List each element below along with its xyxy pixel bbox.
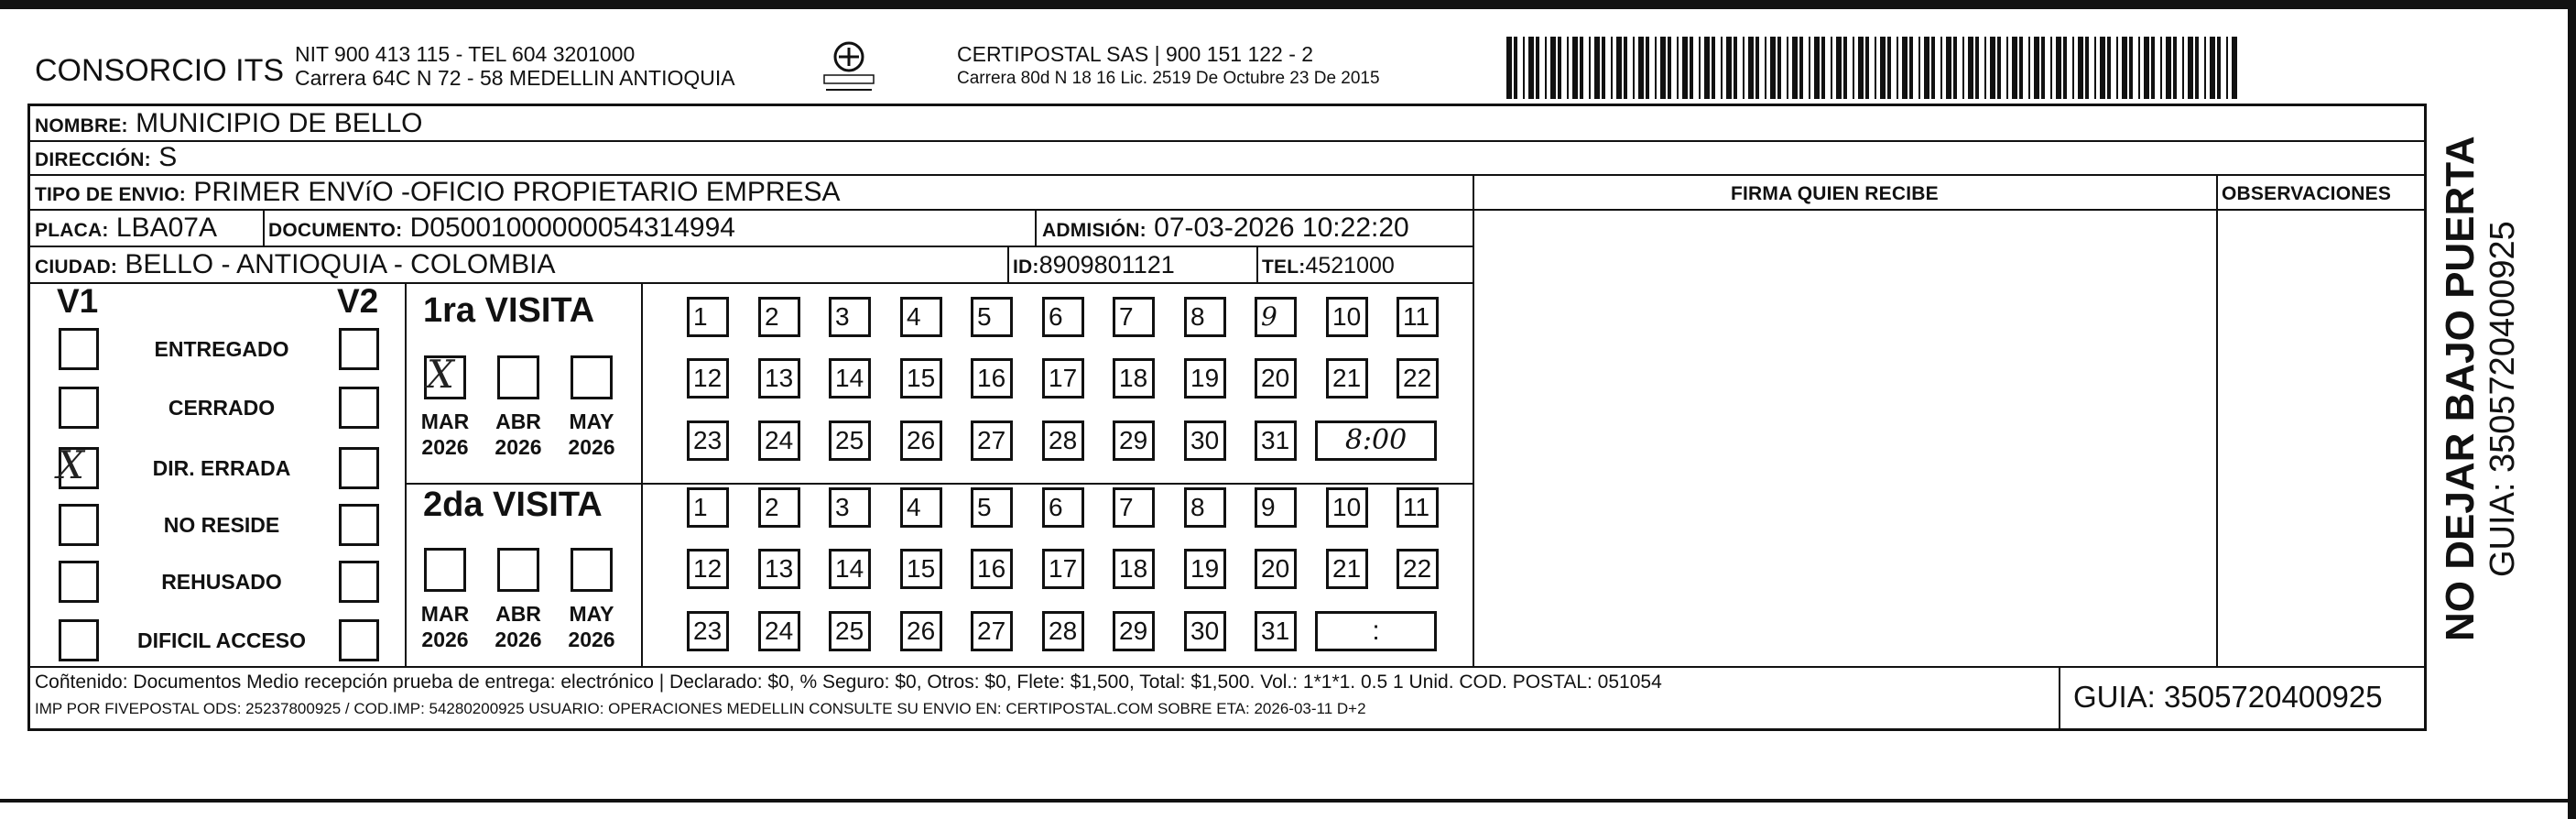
contenido-line: Coñtenido: Documentos Medio recepción prueba de entrega: electrónico | Declarado: $0, % Seguro: $0, Otros: $0, Flete: $1,500, Total: $1,500. Vol.: 1*1*1. 0.5 1 Unid. COD. POSTAL: 051054 (35, 672, 1662, 693)
first-visit-day[interactable]: 9 (1255, 297, 1297, 337)
second-visit-month-checkbox[interactable] (571, 548, 613, 592)
first-month-mark: X (427, 352, 454, 397)
barcode-bar (1589, 37, 1591, 99)
second-visit-month-checkbox[interactable] (497, 548, 539, 592)
barcode-bar (1633, 37, 1635, 99)
barcode-bar (1726, 37, 1732, 99)
status-option-label: DIR. ERRADA (152, 456, 291, 480)
barcode-bar (2063, 37, 2067, 99)
status-option-label: DIFICIL ACCESO (136, 628, 306, 652)
first-visit-day[interactable]: 6 (1042, 297, 1084, 337)
barcode-bar (1638, 37, 1644, 99)
barcode-bar (1821, 37, 1825, 99)
ciudad-label: CIUDAD: (35, 257, 118, 278)
barcode-bar (1523, 37, 1525, 99)
second-visit-day[interactable]: 13 (758, 549, 800, 589)
second-visit-day[interactable]: 2 (758, 487, 800, 528)
company-name: CONSORCIO ITS (35, 53, 285, 88)
barcode-bar (2085, 37, 2089, 99)
first-visit-day[interactable]: 17 (1042, 358, 1084, 399)
admision-label: ADMISIÓN: (1042, 220, 1147, 241)
barcode-bar (1755, 37, 1759, 99)
ciudad-row (35, 249, 556, 280)
barcode-bar (1968, 37, 1973, 99)
tel-label: TEL: (1262, 257, 1306, 278)
nombre-row (35, 108, 422, 139)
no-dejar-label: NO DEJAR BAJO PUERTA (2438, 136, 2483, 641)
first-visit-day[interactable]: 28 (1042, 420, 1084, 461)
first-visit-time[interactable]: 8:00 (1315, 420, 1437, 461)
first-visit-month-checkbox[interactable] (571, 355, 613, 399)
first-visit-day[interactable]: 29 (1113, 420, 1155, 461)
v2-checkbox[interactable] (339, 504, 379, 546)
barcode-bar (2182, 37, 2184, 99)
barcode-bar (1558, 37, 1561, 99)
barcode-bar (2129, 37, 2133, 99)
barcode-bar (1616, 37, 1622, 99)
barcode-bar (1984, 37, 1986, 99)
status-option-label: ENTREGADO (154, 337, 289, 361)
barcode-bar (2210, 37, 2215, 99)
barcode-bar (1777, 37, 1781, 99)
barcode-bar (2107, 37, 2111, 99)
month-label: MAY 2026 (568, 410, 615, 459)
barcode-bar (1799, 37, 1803, 99)
second-visit-day[interactable]: 10 (1326, 487, 1368, 528)
barcode-bar (1646, 37, 1649, 99)
barcode-bar (1550, 37, 1556, 99)
v2-checkbox[interactable] (339, 387, 379, 429)
barcode-bar (1953, 37, 1957, 99)
second-visit-day[interactable]: 30 (1184, 611, 1226, 651)
first-visit-day[interactable]: 10 (1326, 297, 1368, 337)
status-option-label: CERRADO (168, 396, 276, 420)
barcode-bar (1865, 37, 1869, 99)
second-visit-day[interactable]: 3 (829, 487, 871, 528)
imp-line: IMP POR FIVEPOSTAL ODS: 25237800925 / COD.IMP: 54280200925 USUARIO: OPERACIONES MEDELLIN CONSULTE SU ENVIO EN: CERTIPOSTAL.COM SOBRE ETA: 2026-03-11 D+2 (35, 700, 1366, 717)
v2-checkbox[interactable] (339, 328, 379, 370)
second-visit-day[interactable]: 26 (900, 611, 942, 651)
first-visit-day[interactable]: 25 (829, 420, 871, 461)
barcode-bar (1880, 37, 1886, 99)
first-visit-day[interactable]: 23 (687, 420, 729, 461)
carrier-address: Carrera 80d N 18 16 Lic. 2519 De Octubre 23 De 2015 (957, 69, 1380, 88)
id-value: 8909801121 (1038, 251, 1175, 278)
first-visit-day[interactable]: 8 (1184, 297, 1226, 337)
v2-checkbox[interactable] (339, 561, 379, 603)
documento-row (268, 213, 735, 244)
first-visit-day[interactable]: 26 (900, 420, 942, 461)
barcode-bar (2204, 37, 2206, 99)
second-visit-day[interactable]: 18 (1113, 549, 1155, 589)
barcode-bar (1875, 37, 1876, 99)
barcode-bar (1602, 37, 1605, 99)
tipo-envio-label: TIPO DE ENVIO: (35, 184, 186, 205)
certipostal-logo (817, 37, 881, 101)
v1-checkbox[interactable] (59, 387, 99, 429)
barcode-bar (2041, 37, 2045, 99)
documento-label: DOCUMENTO: (268, 220, 403, 241)
company-address: Carrera 64C N 72 - 58 MEDELLIN ANTIOQUIA (295, 66, 735, 90)
footer-guia: GUIA: 3505720400925 (2073, 680, 2383, 714)
tel-value: 4521000 (1305, 253, 1395, 278)
second-visit-day[interactable]: 25 (829, 611, 871, 651)
barcode-bar (2050, 37, 2052, 99)
barcode-bar (2012, 37, 2017, 99)
barcode-bar (1536, 37, 1539, 99)
placa-value: LBA07A (115, 213, 217, 243)
first-visit-day[interactable]: 20 (1255, 358, 1297, 399)
direccion-value: S (158, 142, 178, 172)
barcode-bar (1787, 37, 1788, 99)
nombre-value: MUNICIPIO DE BELLO (136, 108, 423, 138)
second-visit-month-checkbox[interactable] (424, 548, 466, 592)
barcode-bar (1721, 37, 1723, 99)
barcode-bar (2122, 37, 2127, 99)
barcode-bar (1902, 37, 1908, 99)
second-visit-day[interactable]: 5 (971, 487, 1013, 528)
barcode-bar (2151, 37, 2155, 99)
barcode-bar (1843, 37, 1847, 99)
barcode-bar (2072, 37, 2074, 99)
direccion-row (35, 142, 177, 173)
barcode-bar (1931, 37, 1935, 99)
first-visit-day[interactable]: 31 (1255, 420, 1297, 461)
v2-checkbox[interactable] (339, 619, 379, 661)
second-visit-day[interactable]: 17 (1042, 549, 1084, 589)
barcode-bar (1897, 37, 1898, 99)
barcode-bar (1765, 37, 1766, 99)
barcode-bar (1668, 37, 1671, 99)
month-label: MAR 2026 (420, 410, 470, 459)
barcode-bar (1814, 37, 1820, 99)
top-edge (0, 0, 2576, 9)
first-visit-day[interactable]: 5 (971, 297, 1013, 337)
placa-row (35, 213, 217, 244)
barcode-bar (2034, 37, 2039, 99)
barcode-bar (2094, 37, 2096, 99)
barcode-bar (1792, 37, 1798, 99)
barcode-bar (1624, 37, 1627, 99)
direccion-label: DIRECCIÓN: (35, 149, 151, 170)
barcode-bar (2100, 37, 2105, 99)
second-visit-day[interactable]: 27 (971, 611, 1013, 651)
barcode-bar (1743, 37, 1745, 99)
tipo-envio-row (35, 177, 841, 208)
tipo-envio-value: PRIMER ENVíO -OFICIO PROPIETARIO EMPRESA (193, 177, 841, 207)
first-visit-day[interactable]: 4 (900, 297, 942, 337)
barcode-bar (2138, 37, 2140, 99)
barcode-bar (1918, 37, 1920, 99)
barcode-bar (2056, 37, 2061, 99)
barcode-bar (1836, 37, 1842, 99)
second-visit-label: 2da VISITA (423, 486, 603, 524)
barcode-bar (2166, 37, 2171, 99)
barcode-bar (1572, 37, 1578, 99)
v1-checkbox[interactable] (59, 619, 99, 661)
barcode-bar (2173, 37, 2177, 99)
first-visit-day[interactable]: 30 (1184, 420, 1226, 461)
v1-label: V1 (57, 282, 99, 320)
first-visit-day[interactable]: 27 (971, 420, 1013, 461)
barcode-bar (2188, 37, 2193, 99)
second-visit-day[interactable]: 31 (1255, 611, 1297, 651)
first-visit-day[interactable]: 21 (1326, 358, 1368, 399)
id-row (1013, 251, 1175, 279)
barcode-bar (1699, 37, 1701, 99)
status-option-label: REHUSADO (161, 570, 282, 594)
barcode-bar (1712, 37, 1715, 99)
barcode-bar (1514, 37, 1517, 99)
barcode-bar (2226, 37, 2228, 99)
nit-line: NIT 900 413 115 - TEL 604 3201000 (295, 42, 636, 66)
second-visit-day[interactable]: 28 (1042, 611, 1084, 651)
barcode-bar (1677, 37, 1679, 99)
first-visit-month-checkbox[interactable] (497, 355, 539, 399)
carrier-line: CERTIPOSTAL SAS | 900 151 122 - 2 (957, 42, 1314, 66)
second-visit-day[interactable]: 4 (900, 487, 942, 528)
side-guia: GUIA: 3505720400925 (2484, 221, 2522, 577)
second-visit-day[interactable]: 19 (1184, 549, 1226, 589)
barcode-bar (1655, 37, 1657, 99)
first-visit-label: 1ra VISITA (423, 291, 595, 330)
first-visit-day[interactable]: 13 (758, 358, 800, 399)
barcode-bar (1946, 37, 1951, 99)
first-visit-day[interactable]: 7 (1113, 297, 1155, 337)
barcode-bar (1580, 37, 1583, 99)
barcode-bar (1975, 37, 1979, 99)
barcode-bar (1997, 37, 2001, 99)
second-visit-day[interactable]: 8 (1184, 487, 1226, 528)
second-visit-day[interactable]: 9 (1255, 487, 1297, 528)
second-visit-day[interactable]: 7 (1113, 487, 1155, 528)
barcode-bar (1853, 37, 1854, 99)
first-visit-day[interactable]: 12 (687, 358, 729, 399)
documento-value: D05001000000054314994 (409, 213, 735, 243)
v1-checkbox[interactable] (59, 561, 99, 603)
first-visit-day[interactable]: 14 (829, 358, 871, 399)
barcode-bar (1858, 37, 1864, 99)
second-visit-day[interactable]: 24 (758, 611, 800, 651)
second-visit-day[interactable]: 6 (1042, 487, 1084, 528)
barcode-bar (2078, 37, 2083, 99)
second-visit-day[interactable]: 12 (687, 549, 729, 589)
barcode-bar (2116, 37, 2118, 99)
second-visit-day[interactable]: 11 (1397, 487, 1439, 528)
second-visit-day[interactable]: 16 (971, 549, 1013, 589)
first-visit-day[interactable]: 19 (1184, 358, 1226, 399)
v2-checkbox[interactable] (339, 447, 379, 489)
barcode-bar (2217, 37, 2221, 99)
second-visit-day[interactable]: 22 (1397, 549, 1439, 589)
first-visit-day[interactable]: 22 (1397, 358, 1439, 399)
barcode-bar (1734, 37, 1737, 99)
second-visit-day[interactable]: 23 (687, 611, 729, 651)
first-visit-day[interactable]: 16 (971, 358, 1013, 399)
barcode-bar (1567, 37, 1569, 99)
barcode-bar (1528, 37, 1534, 99)
placa-label: PLACA: (35, 220, 109, 241)
barcode-bar (1924, 37, 1929, 99)
barcode-bar (2195, 37, 2199, 99)
second-visit-day[interactable]: 21 (1326, 549, 1368, 589)
nombre-label: NOMBRE: (35, 115, 128, 136)
observaciones-label: OBSERVACIONES (2222, 183, 2392, 204)
second-visit-day[interactable]: 20 (1255, 549, 1297, 589)
first-visit-day[interactable]: 15 (900, 358, 942, 399)
first-visit-day[interactable]: 11 (1397, 297, 1439, 337)
barcode-bar (1545, 37, 1547, 99)
first-visit-day[interactable]: 24 (758, 420, 800, 461)
barcode-bar (2006, 37, 2008, 99)
first-visit-day[interactable]: 2 (758, 297, 800, 337)
tel-row (1262, 253, 1395, 279)
barcode-bar (2019, 37, 2023, 99)
right-edge (2568, 0, 2576, 819)
barcode-bar (2232, 37, 2237, 99)
second-visit-day[interactable]: 1 (687, 487, 729, 528)
barcode-bar (1809, 37, 1810, 99)
barcode-bar (1611, 37, 1613, 99)
first-visit-day[interactable]: 3 (829, 297, 871, 337)
barcode-bar (1506, 37, 1512, 99)
v2-label: V2 (337, 282, 379, 320)
barcode-bar (1962, 37, 1964, 99)
barcode-bar (2160, 37, 2162, 99)
ciudad-value: BELLO - ANTIOQUIA - COLOMBIA (125, 249, 556, 279)
first-visit-day[interactable]: 1 (687, 297, 729, 337)
admision-row (1042, 213, 1409, 244)
status-option-label: NO RESIDE (163, 513, 280, 537)
barcode-bar (1594, 37, 1600, 99)
second-visit-time[interactable]: : (1315, 611, 1437, 651)
barcode-bar (1748, 37, 1754, 99)
month-label: ABR 2026 (495, 602, 542, 651)
barcode-bar (2028, 37, 2030, 99)
v1-checkbox[interactable] (59, 504, 99, 546)
month-label: MAY 2026 (568, 602, 615, 651)
v1-mark: X (57, 442, 84, 487)
admision-value: 07-03-2026 10:22:20 (1154, 213, 1409, 243)
barcode-bar (1704, 37, 1710, 99)
second-visit-day[interactable]: 15 (900, 549, 942, 589)
barcode (1506, 37, 2244, 99)
bottom-edge (0, 799, 2576, 803)
second-visit-day[interactable]: 14 (829, 549, 871, 589)
barcode-bar (2144, 37, 2149, 99)
barcode-bar (1770, 37, 1776, 99)
barcode-bar (1660, 37, 1666, 99)
barcode-bar (1909, 37, 1913, 99)
month-label: MAR 2026 (420, 602, 470, 651)
barcode-bar (1690, 37, 1693, 99)
barcode-bar (1940, 37, 1942, 99)
barcode-bar (1682, 37, 1688, 99)
first-visit-day[interactable]: 18 (1113, 358, 1155, 399)
v1-checkbox[interactable] (59, 328, 99, 370)
barcode-bar (1831, 37, 1832, 99)
second-visit-day[interactable]: 29 (1113, 611, 1155, 651)
barcode-bar (1990, 37, 1995, 99)
id-label: ID: (1013, 257, 1039, 278)
month-label: ABR 2026 (495, 410, 542, 459)
barcode-bar (1887, 37, 1891, 99)
firma-label: FIRMA QUIEN RECIBE (1731, 183, 1939, 204)
